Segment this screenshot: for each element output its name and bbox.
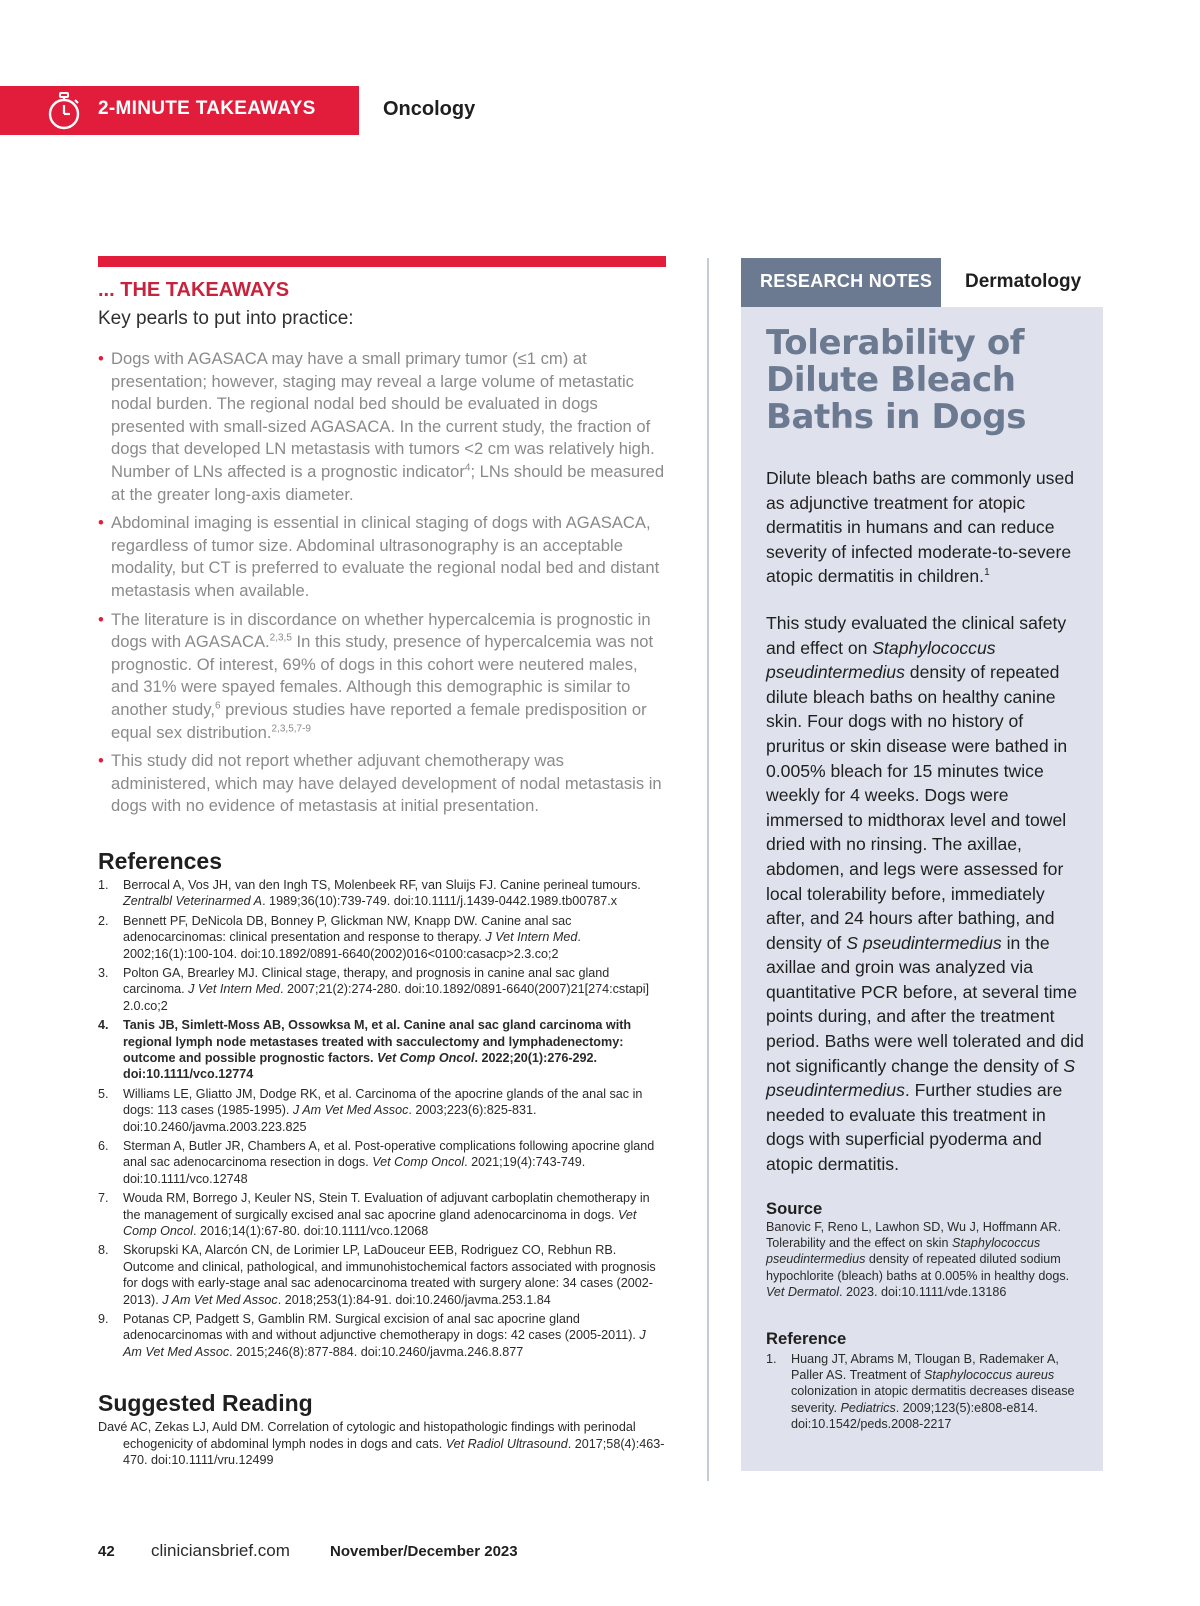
takeaways-list: [98, 348, 666, 818]
page-number: 42: [98, 1543, 115, 1560]
red-rule: [98, 256, 666, 267]
takeaways-subtitle: Key pearls to put into practice:: [98, 308, 354, 329]
reference-item: 4. Tanis JB, Simlett-Moss AB, Ossowksa M, et al. Canine anal sac gland carcinoma with regional lymph node metastases treated with sacculectomy and lymphadenectomy: outcome and possible prognostic factors. Vet Comp Oncol. 2022;20(1):276-292. doi:10.1111/vco.12774: [98, 1018, 632, 1082]
stopwatch-icon: [46, 92, 82, 130]
reference-item: 3. Polton GA, Brearley MJ. Clinical stage, therapy, and prognosis in canine anal sac gland carcinoma. J Vet Intern Med. 2007;21(2):274-280. doi:10.1892/0891-6640(2007)21[274:cstapi] 2.0.co;2: [98, 965, 650, 1013]
reference-item: 6. Sterman A, Butler JR, Chambers A, et al. Post-operative complications following apocrine gland anal sac adenocarcinoma resection in dogs. Vet Comp Oncol. 2021;19(4):743-749. doi:10.1111/vco.12748: [98, 1138, 655, 1186]
list-item: • Dogs with AGASACA may have a small primary tumor (≤1 cm) at presentation; however, staging may reveal a large volume of metastatic nodal burden. The regional nodal bed should be evaluated in dogs presented with small-sized AGASACA. In the current study, the fraction of dogs that developed LN metastasis with tumors <2 cm was relatively high. Number of LNs affected is a prognostic indicator$^4$; LNs should be measured at the greater long-axis diameter.: [98, 348, 666, 506]
references-heading: References: [98, 847, 223, 874]
list-item: • This study did not report whether adjuvant chemotherapy was administered, which may have delayed development of nodal metastasis in dogs with no evidence of metastasis at initial presentation.: [98, 750, 666, 818]
reference-item: 1. Berrocal A, Vos JH, van den Ingh TS, Molenbeek RF, van Sluijs FJ. Canine perineal tumours. Zentralbl Veterinarmed A. 1989;36(10):739-749. doi:10.1111/j.1439-0442.1989.tb00787.x: [98, 877, 641, 909]
header-section: Oncology: [383, 98, 476, 120]
study-paragraph: This study evaluated the clinical safety and effect on Staphylococcus pseudintermedius density of repeated dilute bleach baths on healthy canine skin. Four dogs with no history of pruritus or skin disease were bathed in 0.005% bleach for 15 minutes twice weekly for 4 weeks. Dogs were immersed to midthorax level and towel dried with no rinsing. The axillae, abdomen, and legs were assessed for local tolerability before, immediately after, and 24 hours after bathing, and density of S pseudintermedius in the axillae and groin was analyzed via quantitative PCR before, at several time points during, and after the treatment period. Baths were well tolerated and did not significantly change the density of S pseudintermedius. Further studies are needed to evaluate this treatment in dogs with superficial pyoderma and atopic dermatitis.: [766, 612, 1084, 1175]
reference-item: 5. Williams LE, Gliatto JM, Dodge RK, et al. Carcinoma of the apocrine glands of the anal sac in dogs: 113 cases (1985-1995). J Am Vet Med Assoc. 2003;223(6):825-831. doi:10.2460/javma.2003.223.825: [98, 1086, 643, 1134]
column-divider: [707, 258, 709, 1481]
takeaways-column: [98, 256, 666, 1468]
site-name: cliniciansbrief.com: [151, 1541, 290, 1560]
reference-item: 8. Skorupski KA, Alarcón CN, de Lorimier LP, LaDouceur EEB, Rodriguez CO, Rebhun RB. Outcome and clinical, pathological, and immunohistochemical factors associated with prognosis for dogs with early-stage anal sac adenocarcinoma treated with surgery alone: 34 cases (2002-2013). J Am Vet Med Assoc. 2018;253(1):84-91. doi:10.2460/javma.253.1.84: [98, 1243, 656, 1307]
intro-paragraph: Dilute bleach baths are commonly used as adjunctive treatment for atopic dermatitis in humans and can reduce severity of infected moderate-to-severe atopic dermatitis in children.$^1$: [766, 468, 1075, 587]
list-item: • The literature is in discordance on whether hypercalcemia is prognostic in dogs with AGASACA.$^{2,3,5}$ In this study, presence of hypercalcemia was not prognostic. Of interest, 69% of dogs in this cohort were neutered males, and 31% were spayed females. Although this demographic is similar to another study,$^6$ previous studies have reported a female predisposition or equal sex distribution.$^{2,3,5,7-9}$: [98, 609, 666, 745]
takeaways-title: ... THE TAKEAWAYS: [98, 279, 290, 301]
list-item: • Abdominal imaging is essential in clinical staging of dogs with AGASACA, regardless of tumor size. Abdominal ultrasonography is an acceptable modality, but CT is preferred to evaluate the regional nodal bed and distant metastasis when available.: [98, 512, 666, 602]
reference-item: 7. Wouda RM, Borrego J, Keuler NS, Stein T. Evaluation of adjuvant carboplatin chemotherapy in the management of surgically excised anal sac apocrine gland adenocarcinoma in dogs. Vet Comp Oncol. 2016;14(1):67-80. doi:10.1111/vco.12068: [98, 1191, 650, 1238]
research-notes-tab: RESEARCH NOTES: [741, 258, 941, 307]
source-heading: Source: [766, 1198, 823, 1218]
reference-heading: Reference: [766, 1328, 847, 1348]
reference-item: 1. Huang JT, Abrams M, Tlougan B, Rademaker A, Paller AS. Treatment of Staphylococcus aureus colonization in atopic dermatitis decreases disease severity. Pediatrics. 2009;123(5):e808-e814. doi:10.1542/peds.2008-2217: [766, 1351, 1075, 1432]
header-label: 2-MINUTE TAKEAWAYS: [98, 98, 316, 119]
issue-date: November/December 2023: [330, 1543, 518, 1560]
suggested-reading-heading: Suggested Reading: [98, 1390, 313, 1417]
reference-item: 9. Potanas CP, Padgett S, Gamblin RM. Surgical excision of anal sac apocrine gland adenocarcinomas with and without adjunctive chemotherapy in dogs: 42 cases (2005-2011). J Am Vet Med Assoc. 2015;246(8):877-884. doi:10.2460/javma.246.8.877: [98, 1312, 646, 1359]
research-notes-body: [766, 325, 1084, 1433]
article-title: Tolerability of Dilute Bleach Baths in Dogs: [766, 323, 1027, 437]
source-citation: Banovic F, Reno L, Lawhon SD, Wu J, Hoffmann AR. Tolerability and the effect on skin Staphylococcus pseudintermedius density of repeated diluted sodium hypochlorite (bleach) baths at 0.005% in healthy dogs. Vet Dermatol. 2023. doi:10.1111/vde.13186: [766, 1219, 1070, 1300]
reference-item: 2. Bennett PF, DeNicola DB, Bonney P, Glickman NW, Knapp DW. Canine anal sac adenocarcinomas: clinical presentation and response to therapy. J Vet Intern Med. 2002;16(1):100-104. doi:10.1892/0891-6640(2002)016<0100:casacp>2.3.co;2: [98, 913, 581, 961]
suggested-reading-entry: Davé AC, Zekas LJ, Auld DM. Correlation of cytologic and histopathologic findings with perinodal echogenicity of abdominal lymph nodes in dogs and cats. Vet Radiol Ultrasound. 2017;58(4):463-470. doi:10.1111/vru.12499: [98, 1420, 665, 1468]
research-notes-topic: Dermatology: [941, 258, 1103, 307]
references-list: [98, 877, 666, 1360]
research-reference-list: [766, 1351, 1084, 1433]
